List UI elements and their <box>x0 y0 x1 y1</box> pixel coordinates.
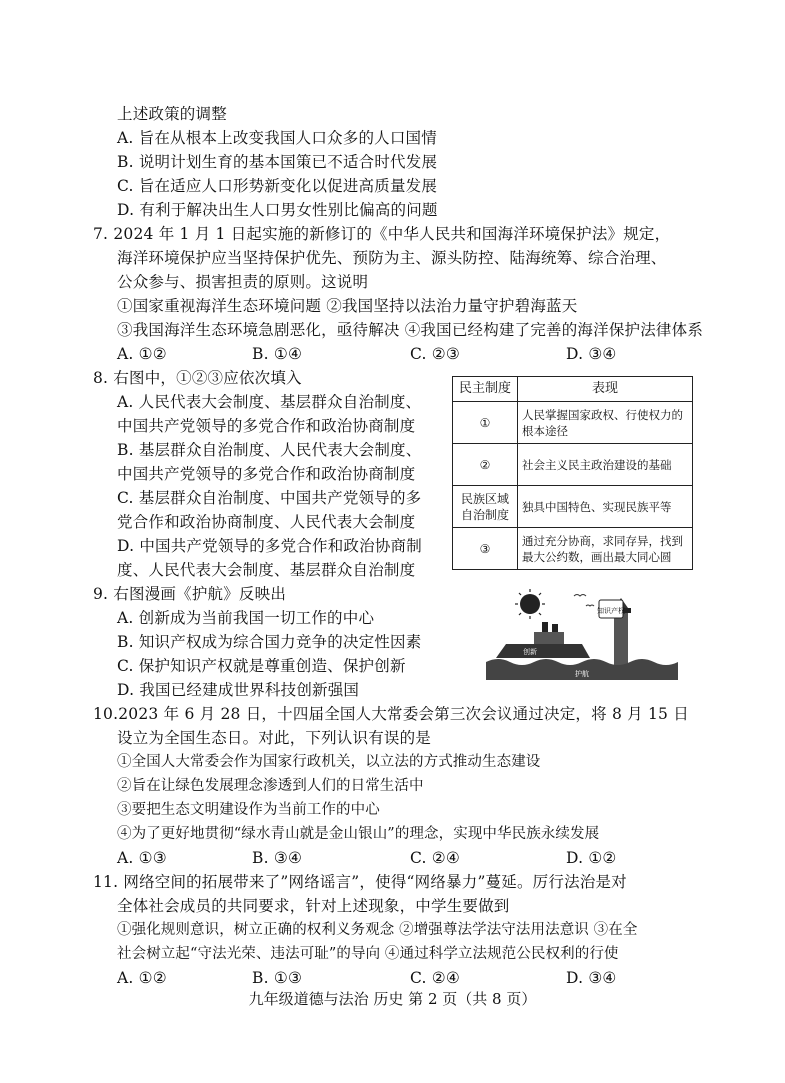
q10-choice-d: D. ①② <box>566 849 617 867</box>
q10-item-4: ④为了更好地贯彻“绿水青山就是金山银山”的理念，实现中华民族永续发展 <box>117 826 600 842</box>
q7-items-line2: ③我国海洋生态环境急剧恶化，亟待解决 ④我国已经构建了完善的海洋保护法律体系 <box>117 321 704 339</box>
q9-option-a: A. 创新成为当前我国一切工作的中心 <box>117 609 375 627</box>
q10-stem-line2: 设立为全国生态日。对此，下列认识有误的是 <box>117 729 432 747</box>
sun-icon <box>515 589 545 619</box>
q11-choice-d: D. ③④ <box>566 969 617 987</box>
q11-choice-a: A. ①② <box>117 969 167 987</box>
q11-stem-line2: 全体社会成员的共同要求，针对上述现象，中学生要做到 <box>117 897 510 915</box>
democracy-table <box>452 376 693 570</box>
q7-choice-c: C. ②③ <box>410 345 460 363</box>
table-cell-system: ③ <box>453 528 518 570</box>
q9-stem: 9. 右图漫画《护航》反映出 <box>93 585 287 603</box>
q6-option-a: A. 旨在从根本上改变我国人口众多的人口国情 <box>117 129 437 147</box>
q8-option-a-line2: 中国共产党领导的多党合作和政治协商制度 <box>117 417 416 435</box>
table-cell-desc: 通过充分协商，求同存异，找到最大公约数，画出最大同心圆 <box>518 528 693 570</box>
table-cell-desc: 社会主义民主政治建设的基础 <box>518 444 693 486</box>
q7-choice-b: B. ①④ <box>252 345 303 363</box>
q11-choice-c: C. ②④ <box>410 969 460 987</box>
q8-option-c-line1: C. 基层群众自治制度、中国共产党领导的多 <box>117 489 422 507</box>
q11-items-line2: 社会树立起“守法光荣、违法可耻”的导向 ④通过科学立法规范公民权利的行使 <box>117 946 619 962</box>
table-cell-desc: 独具中国特色、实现民族平等 <box>518 486 693 528</box>
q10-choice-c: C. ②④ <box>410 849 460 867</box>
q8-option-d-line2: 度、人民代表大会制度、基层群众自治制度 <box>117 561 416 579</box>
q8-option-a-line1: A. 人民代表大会制度、基层群众自治制度、 <box>117 393 422 411</box>
table-cell-system: 民族区域自治制度 <box>453 486 518 528</box>
q8-option-b-line2: 中国共产党领导的多党合作和政治协商制度 <box>117 465 416 483</box>
q6-option-b: B. 说明计划生育的基本国策已不适合时代发展 <box>117 153 438 171</box>
q6-stem-end: 上述政策的调整 <box>117 105 227 123</box>
page-footer: 九年级道德与法治 历史 第 2 页（共 8 页） <box>248 990 537 1008</box>
table-cell-system: ① <box>453 402 518 444</box>
q7-choice-a: A. ①② <box>117 345 167 363</box>
q8-option-b-line1: B. 基层群众自治制度、人民代表大会制度、 <box>117 441 422 459</box>
q7-stem-line1: 7. 2024 年 1 月 1 日起实施的新修订的《中华人民共和国海洋环境保护法》规定， <box>93 225 671 243</box>
ship-icon <box>496 622 590 658</box>
table-header-manifestation: 表现 <box>518 377 693 402</box>
seagull-icon <box>574 595 594 607</box>
table-row <box>453 444 693 486</box>
q10-choice-a: A. ①③ <box>117 849 167 867</box>
cartoon-escort-illustration <box>486 588 678 680</box>
q8-option-d-line1: D. 中国共产党领导的多党合作和政治协商制 <box>117 537 422 555</box>
q6-option-d: D. 有利于解决出生人口男女性别比偏高的问题 <box>117 201 438 219</box>
q10-stem-line1: 10.2023 年 6 月 28 日，十四届全国人大常委会第三次会议通过决定，将 8 月 15 日 <box>93 705 689 723</box>
table-row <box>453 528 693 570</box>
lighthouse-label: 知识产权 <box>597 607 625 615</box>
table-cell-system: ② <box>453 444 518 486</box>
q10-item-3: ③要把生态文明建设作为当前工作的中心 <box>117 802 380 818</box>
table-header-system: 民主制度 <box>453 377 518 402</box>
q10-choice-b: B. ③④ <box>252 849 303 867</box>
q10-item-1: ①全国人大常委会作为国家行政机关，以立法的方式推动生态建设 <box>117 754 541 770</box>
q11-items-line1: ①强化规则意识，树立正确的权利义务观念 ②增强尊法学法守法用法意识 ③在全 <box>117 922 638 938</box>
q6-option-c: C. 旨在适应人口形势新变化以促进高质量发展 <box>117 177 438 195</box>
q8-option-c-line2: 党合作和政治协商制度、人民代表大会制度 <box>117 513 416 531</box>
q7-stem-line3: 公众参与、损害担责的原则。这说明 <box>117 273 369 291</box>
q9-option-c: C. 保护知识产权就是尊重创造、保护创新 <box>117 657 406 675</box>
table-cell-desc: 人民掌握国家政权、行使权力的根本途径 <box>518 402 693 444</box>
table-row <box>453 402 693 444</box>
q9-option-d: D. 我国已经建成世界科技创新强国 <box>117 681 360 699</box>
q7-stem-line2: 海洋环境保护应当坚持保护优先、预防为主、源头防控、陆海统筹、综合治理、 <box>117 249 667 267</box>
q7-choice-d: D. ③④ <box>566 345 617 363</box>
table-row <box>453 486 693 528</box>
q9-option-b: B. 知识产权成为综合国力竞争的决定性因素 <box>117 633 422 651</box>
ship-label: 创新 <box>523 648 537 656</box>
q7-items-line1: ①国家重视海洋生态环境问题 ②我国坚持以法治力量守护碧海蓝天 <box>117 297 578 315</box>
q10-item-2: ②旨在让绿色发展理念渗透到人们的日常生活中 <box>117 778 424 794</box>
table-header-row <box>453 377 693 402</box>
q8-stem: 8. 右图中，①②③应依次填入 <box>93 369 302 387</box>
waves-icon <box>486 659 678 680</box>
wave-label: 护航 <box>575 670 589 678</box>
q11-stem-line1: 11. 网络空间的拓展带来了”网络谣言”，使得“网络暴力”蔓延。厉行法治是对 <box>93 873 627 891</box>
q11-choice-b: B. ①③ <box>252 969 303 987</box>
